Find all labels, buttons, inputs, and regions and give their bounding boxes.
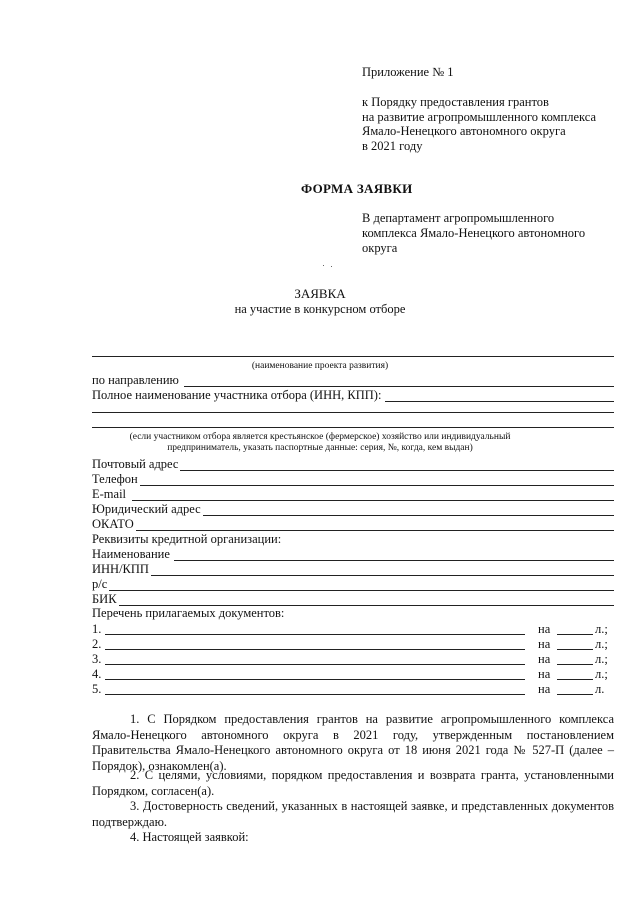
document-sheets-label: л.; xyxy=(595,652,608,666)
header-line: к Порядку предоставления грантов xyxy=(362,95,549,109)
application-title: ЗАЯВКА xyxy=(294,286,346,301)
document-number: 5. xyxy=(92,682,102,696)
bank-name-input-line[interactable] xyxy=(174,549,614,561)
bank-name-field[interactable] xyxy=(92,546,614,561)
email-input-line[interactable] xyxy=(132,489,614,501)
okato-label: ОКАТО xyxy=(92,517,134,531)
farm-note: предприниматель, указать паспортные данные: серия, №, когда, кем выдан) xyxy=(167,443,473,453)
document-number: 1. xyxy=(92,622,102,636)
document-sheets-label: л.; xyxy=(595,637,608,651)
bik-label: БИК xyxy=(92,592,117,606)
addressee-line: комплекса Ямало-Ненецкого автономного xyxy=(362,226,586,240)
document-name-line[interactable] xyxy=(105,649,525,650)
account-input-line[interactable] xyxy=(109,579,614,591)
direction-label: по направлению xyxy=(92,373,179,387)
document-pages-line[interactable] xyxy=(557,649,593,650)
document-pages-line[interactable] xyxy=(557,664,593,665)
phone-input-line[interactable] xyxy=(140,474,614,486)
bik-input-line[interactable] xyxy=(119,594,614,606)
phone-label: Телефон xyxy=(92,472,138,486)
email-field[interactable] xyxy=(92,486,614,501)
account-label: р/с xyxy=(92,577,108,591)
form-title: ФОРМА ЗАЯВКИ xyxy=(301,181,413,196)
account-field[interactable] xyxy=(92,576,614,591)
paragraph-confirmation: 3. Достоверность сведений, указанных в настоящей заявке, и представленных документов подтверждаю. xyxy=(92,799,614,829)
document-name-line[interactable] xyxy=(105,679,525,680)
application-subtitle: на участие в конкурсном отборе xyxy=(234,302,406,316)
participant-extra-line[interactable] xyxy=(92,427,614,428)
project-caption: (наименование проекта развития) xyxy=(251,361,389,371)
participant-extra-line[interactable] xyxy=(92,412,614,413)
email-label: E-mail xyxy=(92,487,127,501)
document-on-label: на xyxy=(538,682,551,696)
legal-address-label: Юридический адрес xyxy=(92,502,201,516)
phone-field[interactable] xyxy=(92,471,614,486)
project-name-line[interactable] xyxy=(92,356,614,357)
document-pages-line[interactable] xyxy=(557,694,593,695)
header-line: Ямало-Ненецкого автономного округа xyxy=(362,124,566,138)
document-on-label: на xyxy=(538,637,551,651)
document-name-line[interactable] xyxy=(105,634,525,635)
document-row[interactable] xyxy=(92,681,614,696)
document-number: 2. xyxy=(92,637,102,651)
document-number: 3. xyxy=(92,652,102,666)
legal-address-field[interactable] xyxy=(92,501,614,516)
document-name-line[interactable] xyxy=(105,694,525,695)
bik-field[interactable] xyxy=(92,591,614,606)
postal-address-field[interactable] xyxy=(92,456,614,471)
document-on-label: на xyxy=(538,622,551,636)
postal-address-input-line[interactable] xyxy=(180,459,614,471)
scan-speck xyxy=(331,266,332,267)
documents-header: Перечень прилагаемых документов: xyxy=(92,606,285,620)
farm-note: (если участником отбора является крестьянское (фермерское) хозяйство или индивидуальный xyxy=(129,432,511,442)
header-line: на развитие агропромышленного комплекса xyxy=(362,110,597,124)
okato-input-line[interactable] xyxy=(136,519,614,531)
document-row[interactable] xyxy=(92,666,614,681)
document-pages-line[interactable] xyxy=(557,634,593,635)
document-sheets-label: л. xyxy=(595,682,605,696)
participant-label: Полное наименование участника отбора (ИНН, КПП): xyxy=(92,388,382,402)
scan-speck xyxy=(323,265,324,266)
bank-name-label: Наименование xyxy=(92,547,170,561)
inn-kpp-input-line[interactable] xyxy=(151,564,614,576)
direction-input-line[interactable] xyxy=(184,375,614,387)
document-name-line[interactable] xyxy=(105,664,525,665)
document-sheets-label: л.; xyxy=(595,667,608,681)
okato-field[interactable] xyxy=(92,516,614,531)
legal-address-input-line[interactable] xyxy=(203,504,614,516)
inn-kpp-label: ИНН/КПП xyxy=(92,562,149,576)
document-on-label: на xyxy=(538,667,551,681)
document-row[interactable] xyxy=(92,636,614,651)
addressee-line: В департамент агропромышленного xyxy=(362,211,555,225)
header-line: в 2021 году xyxy=(362,139,423,153)
participant-field[interactable] xyxy=(92,387,614,402)
direction-field[interactable] xyxy=(92,372,614,387)
inn-kpp-field[interactable] xyxy=(92,561,614,576)
bank-details-header: Реквизиты кредитной организации: xyxy=(92,532,282,546)
postal-address-label: Почтовый адрес xyxy=(92,457,179,471)
participant-input-line[interactable] xyxy=(385,390,614,402)
paragraph-agreement: 2. С целями, условиями, порядком предоставления и возврата гранта, установленными Порядком, согласен(а). xyxy=(92,768,614,798)
document-row[interactable] xyxy=(92,621,614,636)
addressee-line: округа xyxy=(362,241,398,255)
document-number: 4. xyxy=(92,667,102,681)
document-sheets-label: л.; xyxy=(595,622,608,636)
document-pages-line[interactable] xyxy=(557,679,593,680)
document-on-label: на xyxy=(538,652,551,666)
paragraph-consent-intro: 4. Настоящей заявкой: xyxy=(130,830,249,844)
paragraph-familiarized: 1. С Порядком предоставления грантов на развитие агропромышленного комплекса Ямало-Ненецкого автономного округа в 2021 году, утвержденным постановлением Правительства Ямало-Ненецкого автономного округа от 18 июня 2021 года № 527-П (далее – Порядок), ознакомлен(а). xyxy=(92,712,614,773)
appendix-number: Приложение № 1 xyxy=(362,65,454,79)
document-row[interactable] xyxy=(92,651,614,666)
